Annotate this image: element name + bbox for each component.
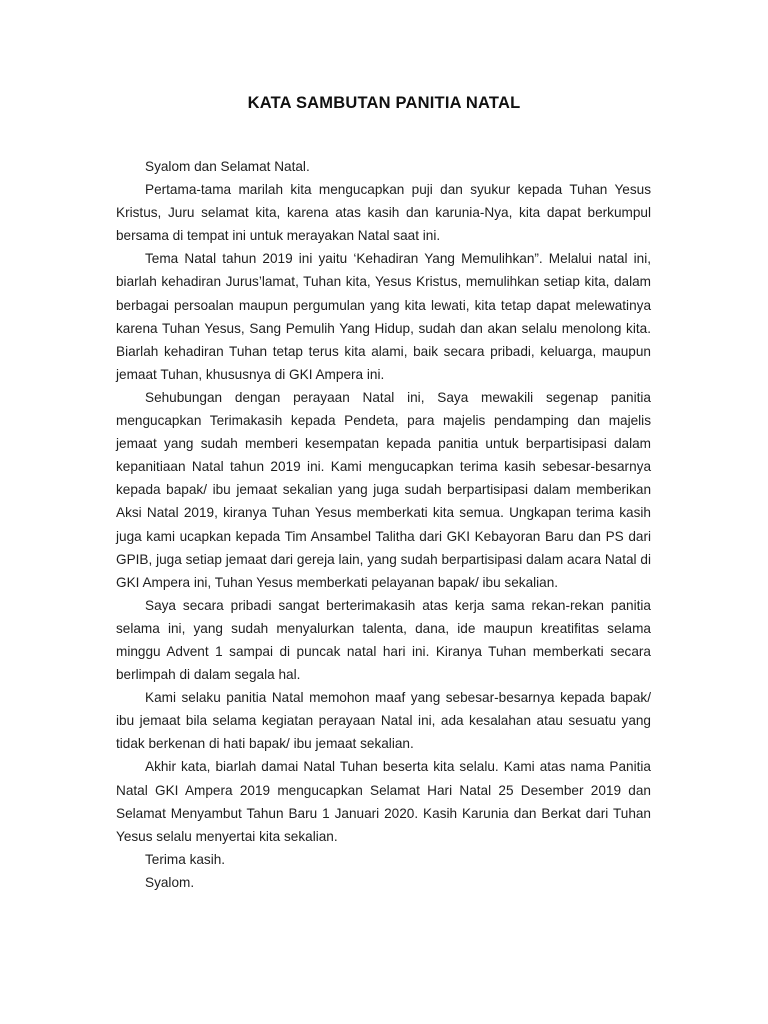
paragraph-theme: Tema Natal tahun 2019 ini yaitu ‘Kehadiran Yang Memulihkan”. Melalui natal ini, biarlah kehadiran Jurus’lamat, Tuhan kita, Yesus Kristus, memulihkan setiap kita, dalam berbagai persoalan maupun pergumulan yang kita lewati, kita tetap dapat melewatinya karena Tuhan Yesus, Sang Pemulih Yang Hidup, sudah dan akan selalu menolong kita. Biarlah kehadiran Tuhan tetap terus kita alami, baik secara pribadi, keluarga, maupun jemaat Tuhan, khususnya di GKI Ampera ini. [116,251,651,382]
paragraph-thank-you: Terima kasih. [145,851,226,867]
paragraph-personal-thanks: Saya secara pribadi sangat berterimakasih atas kerja sama rekan-rekan panitia selama ini, yang sudah menyalurkan talenta, dana, ide maupun kreatifitas selama minggu Advent 1 sampai di puncak natal hari ini. Kiranya Tuhan memberkati secara berlimpah di dalam segala hal. [116,597,651,683]
paragraph-opening: Pertama-tama marilah kita mengucapkan puji dan syukur kepada Tuhan Yesus Kristus, Juru selamat kita, karena atas kasih dan karunia-Nya, kita dapat berkumpul bersama di tempat ini untuk merayakan Natal saat ini. [116,182,651,244]
paragraph-apology: Kami selaku panitia Natal memohon maaf yang sebesar-besarnya kepada bapak/ ibu jemaat bila selama kegiatan perayaan Natal ini, ada kesalahan atau sesuatu yang tidak berkenan di hati bapak/ ibu jemaat sekalian. [116,690,651,752]
paragraph-farewell: Syalom. [145,874,195,890]
paragraph-greeting: Syalom dan Selamat Natal. [145,159,310,174]
page-title: KATA SAMBUTAN PANITIA NATAL [247,94,521,112]
paragraph-thanks: Sehubungan dengan perayaan Natal ini, Saya mewakili segenap panitia mengucapkan Terimakasih kepada Pendeta, para majelis pendamping dan majelis jemaat yang sudah memberi kesempatan kepada panitia untuk berpartisipasi dalam kepanitiaan Natal tahun 2019 ini. Kami mengucapkan terima kasih sebesar-besarnya kepada bapak/ ibu jemaat sekalian yang juga sudah berpartisipasi dalam memberikan Aksi Natal 2019, kiranya Tuhan Yesus memberkati kita semua. Ungkapan terima kasih juga kami ucapkan kepada Tim Ansambel Talitha dari GKI Kebayoran Baru dan PS dari GPIB, juga setiap jemaat dari gereja lain, yang sudah berpartisipasi dalam acara Natal di GKI Ampera ini, Tuhan Yesus memberkati pelayanan bapak/ ibu sekalian. [116,389,651,590]
paragraph-closing: Akhir kata, biarlah damai Natal Tuhan beserta kita selalu. Kami atas nama Panitia Natal GKI Ampera 2019 mengucapkan Selamat Hari Natal 25 Desember 2019 dan Selamat Menyambut Tahun Baru 1 Januari 2020. Kasih Karunia dan Berkat dari Tuhan Yesus selalu menyertai kita sekalian. [116,759,651,844]
document-body [116,155,651,894]
